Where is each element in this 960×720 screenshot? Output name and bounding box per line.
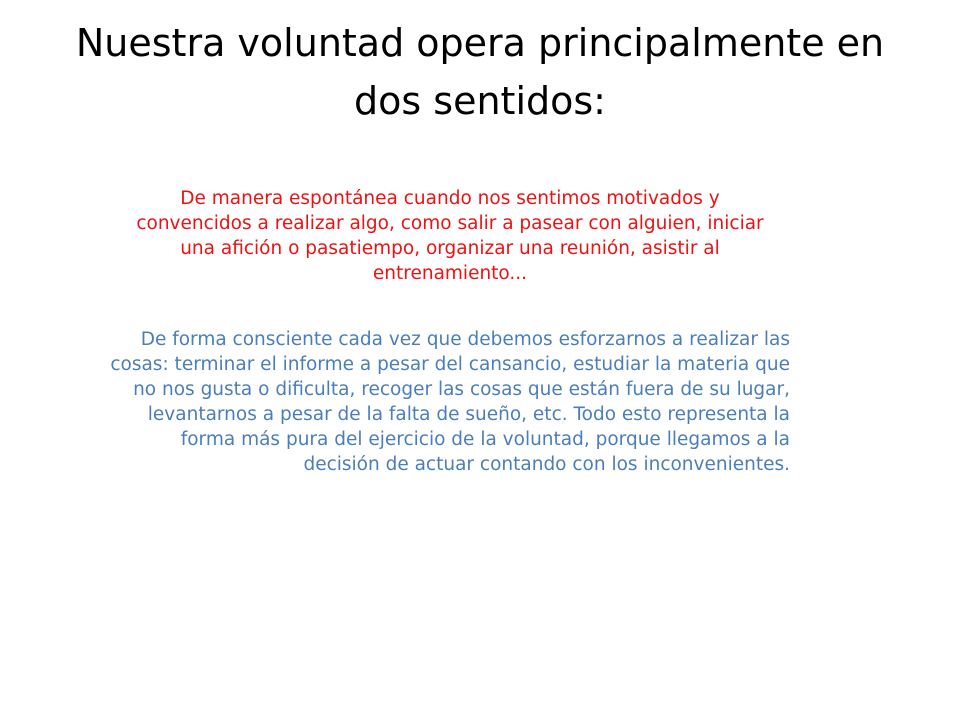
spontaneous-will-paragraph: De manera espontánea cuando nos sentimos motivados y convencidos a realizar algo, como salir a pasear con alguien, iniciar una afición o pasatiempo, organizar una reunión, asistir al entrenamiento... [136,188,764,284]
slide-title: Nuestra voluntad opera principalmente en dos sentidos: [75,21,885,123]
conscious-will-paragraph: De forma consciente cada vez que debemos esforzarnos a realizar las cosas: terminar el informe a pesar del cansancio, estudiar la materia que no nos gusta o dificulta, recoger las cosas que están fuera de su lugar, levantarnos a pesar de la falta de sueño, etc. Todo esto representa la forma más pura del ejercicio de la voluntad, porque llegamos a la decisión de actuar contando con los inconvenientes. [110,329,790,475]
